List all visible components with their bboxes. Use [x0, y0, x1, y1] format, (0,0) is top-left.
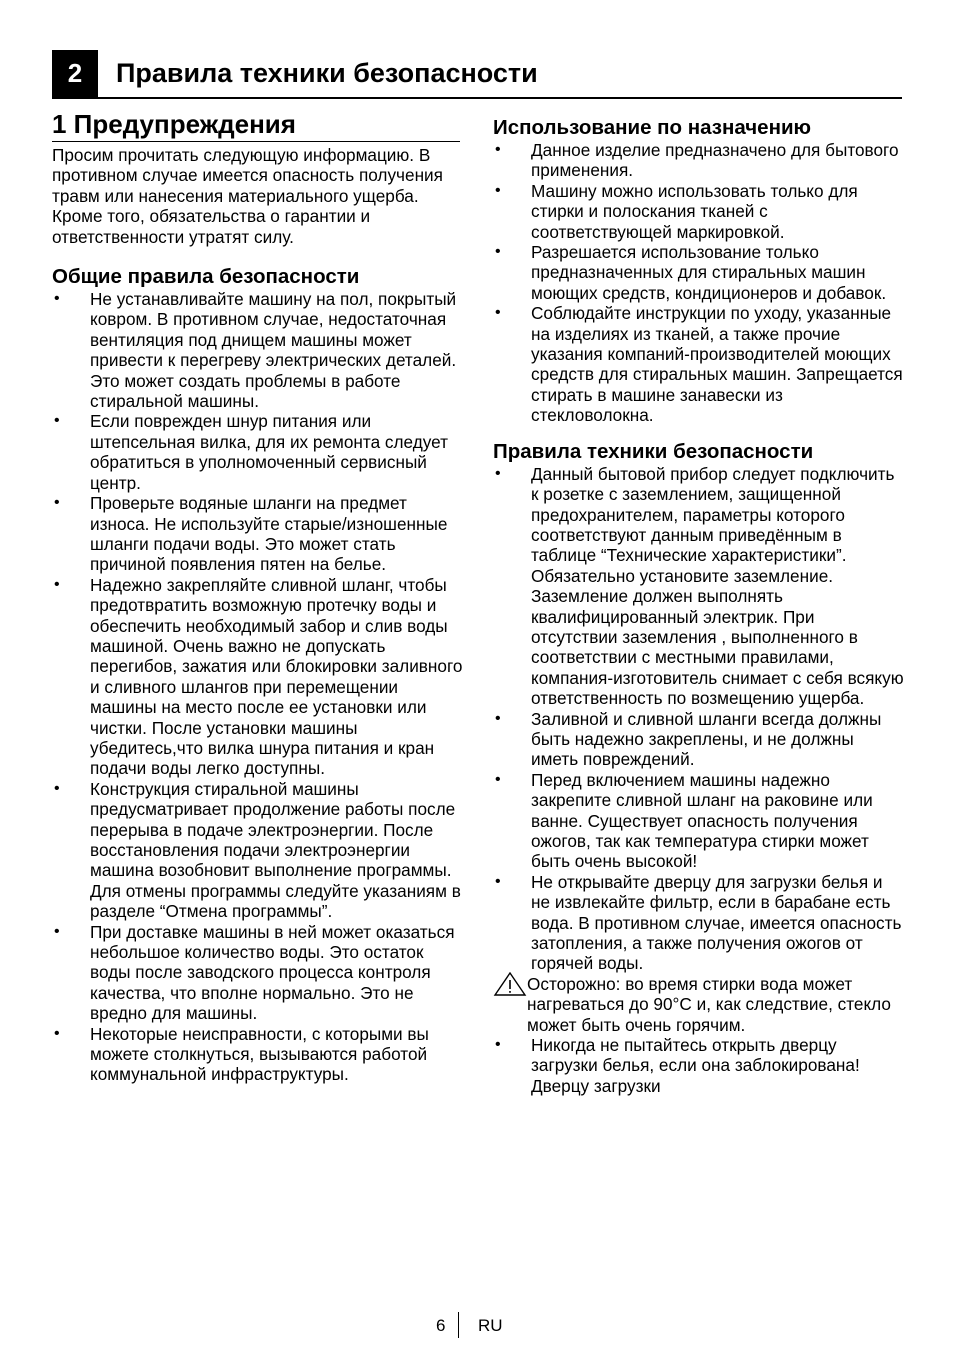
chapter-title: Правила техники безопасности: [116, 58, 538, 88]
intro-paragraph: Просим прочитать следующую информацию. В противном случае имеется опасность получения травм или нанесения материального ущерба. Кроме того, обязательства о гарантии и ответственности утратят силу.: [52, 145, 443, 247]
heading-intended-use: Использование по назначению: [493, 116, 812, 139]
heading-safety-rules: Правила техники безопасности: [493, 439, 814, 463]
page-footer: [0, 1312, 954, 1340]
list-item: • Заливной и сливной шланги всегда должны быть надежно закреплены, и не должны иметь повреждений.: [493, 709, 905, 770]
safety-rules-list-continued: [493, 1035, 905, 1096]
list-item: • Не открывайте дверцу для загрузки белья и не извлекайте фильтр, если в барабане есть вода. В противном случае, имеется опасность затопления, а также получения ожогов от горячей воды.: [493, 872, 905, 974]
list-item: • Надежно закрепляйте сливной шланг, чтобы предотвратить возможную протечку воды и обеспечить необходимый забор и слив воды машиной. Очень важно не допускать перегибов, зажатия или блокировки заливного и сливного шлангов при перемещении машины на место после ее установки или чистки. После установки машины убедитесь,что вилка шнура питания и кран подачи воды легко доступны.: [52, 575, 464, 779]
intended-use-list: [493, 140, 905, 426]
list-item: • Если поврежден шнур питания или штепсельная вилка, для их ремонта следует обратиться в уполномоченный сервисный центр.: [52, 411, 464, 493]
list-item: • Никогда не пытайтесь открыть дверцу загрузки белья, если она заблокирована! Дверцу загрузки: [493, 1035, 905, 1096]
list-item: • При доставке машины в ней может оказаться небольшое количество воды. Это остаток воды после заводского процесса контроля качества, что вполне нормально. Это не вредно для машины.: [52, 922, 464, 1024]
section-title-warnings: 1 Предупреждения: [52, 108, 460, 142]
right-column: [493, 108, 905, 1096]
list-item: • Конструкция стиральной машины предусматривает продолжение работы после перерыва в подаче электроэнергии. После восстановления подачи электроэнергии машина возобновит выполнение программы. Для отмены программы следуйте указаниям в разделе “Отмена программы”.: [52, 779, 464, 922]
list-item: • Перед включением машины надежно закрепите сливной шланг на раковине или ванне. Существует опасность получения ожогов, так как температура стирки может быть очень высокой!: [493, 770, 905, 872]
chapter-number-badge: 2: [52, 50, 98, 97]
warning-text: Осторожно: во время стирки вода может нагреваться до 90°C и, как следствие, стекло может быть очень горячим.: [527, 973, 891, 1035]
general-safety-list: [52, 289, 464, 1085]
chapter-header: [52, 50, 902, 99]
language-code: RU: [478, 1316, 503, 1335]
hot-water-warning: [493, 974, 905, 1035]
list-item: • Данное изделие предназначено для бытового применения.: [493, 140, 905, 181]
heading-general-safety: Общие правила безопасности: [52, 265, 360, 289]
list-item: • Не устанавливайте машину на пол, покрытый ковром. В противном случае, недостаточная вентиляция под днищем машины может привести к перегреву электрических деталей. Это может создать проблемы в работе стиральной машины.: [52, 289, 464, 411]
list-item: • Проверьте водяные шланги на предмет износа. Не используйте старые/изношенные шланги подачи воды. Это может стать причиной появления пятен на белье.: [52, 493, 464, 575]
list-item: • Разрешается использование только предназначенных для стиральных машин моющих средств, кондиционеров и добавок.: [493, 242, 905, 303]
page-number: 6: [436, 1316, 446, 1335]
footer-divider: [458, 1312, 459, 1338]
list-item: • Машину можно использовать только для стирки и полоскания тканей с соответствующей маркировкой.: [493, 181, 905, 242]
list-item: • Некоторые неисправности, с которыми вы можете столкнуться, вызываются работой коммунальной инфраструктуры.: [52, 1024, 464, 1085]
warning-triangle-icon: [493, 972, 527, 996]
list-item: • Данный бытовой прибор следует подключить к розетке с заземлением, защищенной предохранителем, параметры которого соответствуют данным приведённым в таблице “Технические характеристики”. Обязательно установите заземление. Заземление должен выполнять квалифицированный электрик. При отсутствии заземления , выполненного в соответствии с местными правилами, компания-изготовитель снимает с себя всякую ответственность по возмещению ущерба.: [493, 464, 905, 709]
left-column: [52, 108, 464, 1085]
list-item: • Соблюдайте инструкции по уходу, указанные на изделиях из тканей, а также прочие указания компаний-производителей моющих средств для стиральных машин. Запрещается стирать в машине занавески из стекловолокна.: [493, 303, 905, 425]
safety-rules-list: [493, 464, 905, 974]
